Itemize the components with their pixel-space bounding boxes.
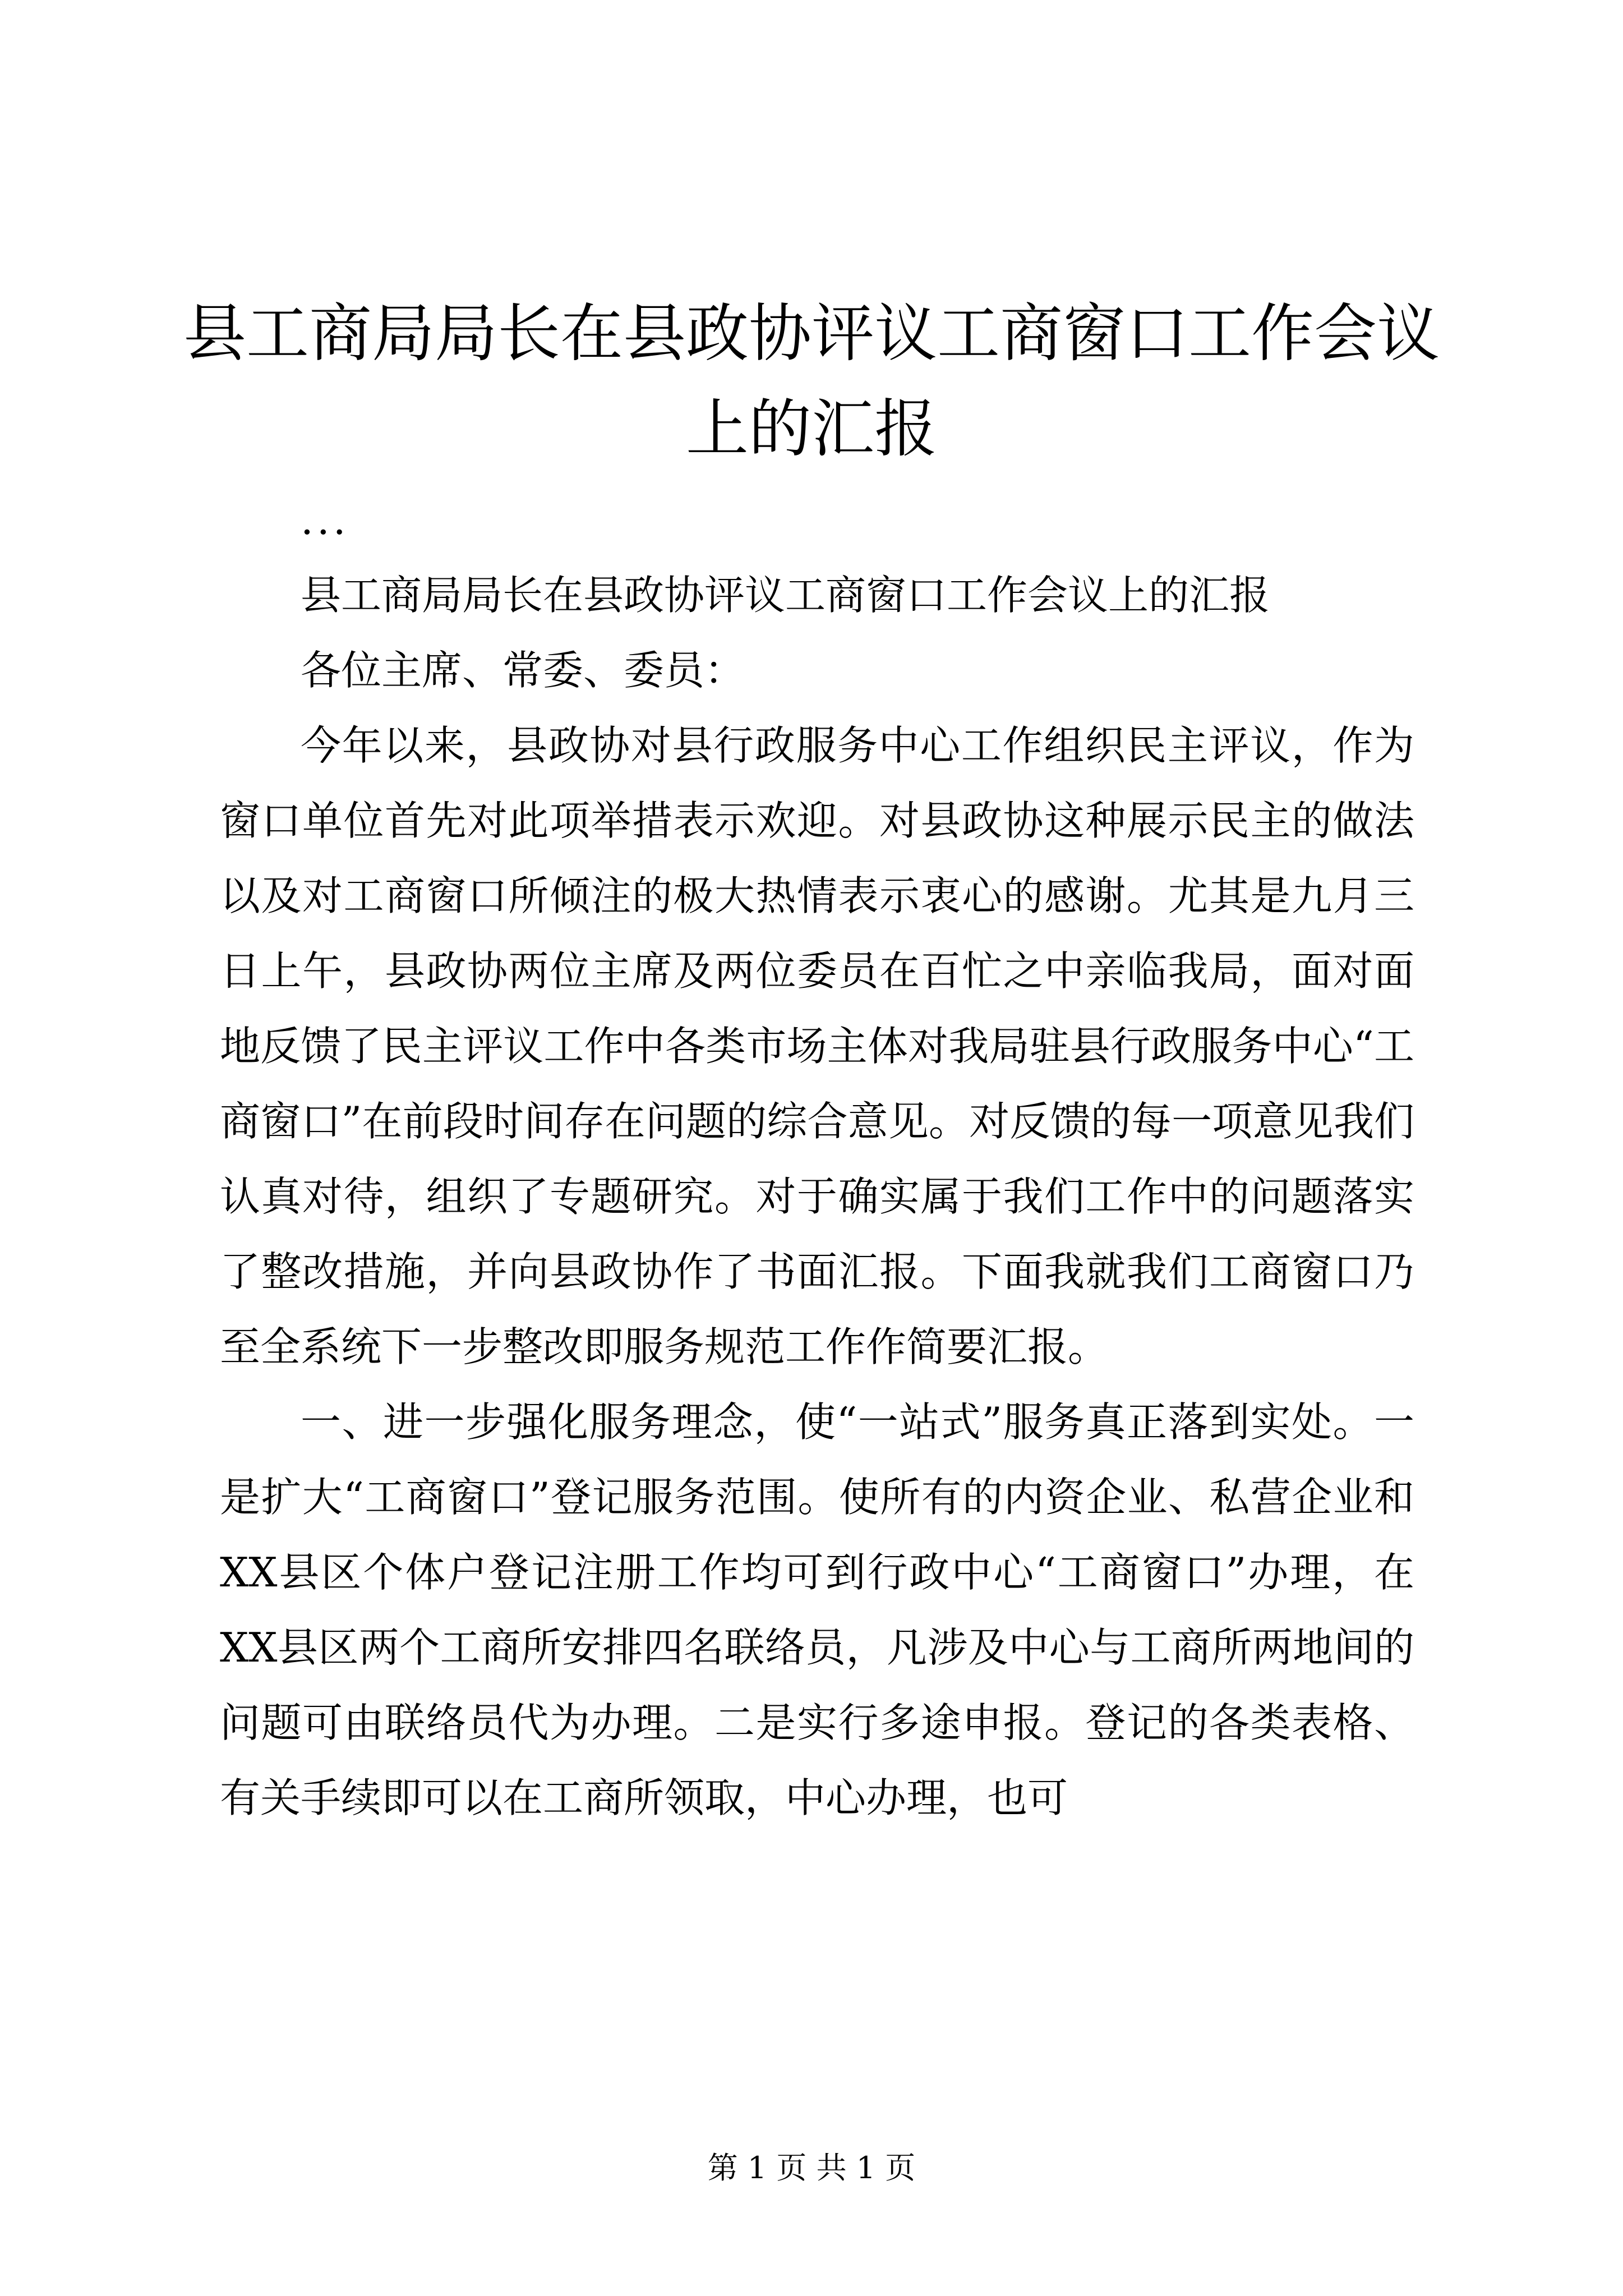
document-title: 县工商局局长在县政协评议工商窗口工作会议上的汇报 <box>183 297 1440 466</box>
document-body <box>220 482 1414 1835</box>
salutation-paragraph: 各位主席、常委、委员： <box>301 647 745 694</box>
body-paragraph: 今年以来，县政协对县行政服务中心工作组织民主评议，作为窗口单位首先对此项举措表示欢迎。对县政协这种展示民主的做法以及对工商窗口所倾注的极大热情表示衷心的感谢。尤其是九月三日上午，县政协两位主席及两位委员在百忙之中亲临我局，面对面地反馈了民主评议工作中各类市场主体对我局驻县行政服务中心“工商窗口”在前段时间存在问题的综合意见。对反馈的每一项意见我们认真对待，组织了专题研究。对于确实属于我们工作中的问题落实了整改措施，并向县政协作了书面汇报。下面我就我们工商窗口乃至全系统下一步整改即服务规范工作作简要汇报。 <box>220 722 1414 1370</box>
page-footer: 第 1 页 共 1 页 <box>707 2150 916 2185</box>
body-paragraph: 一、进一步强化服务理念，使“一站式”服务真正落到实处。一是扩大“工商窗口”登记服务范围。使所有的内资企业、私营企业和XX县区个体户登记注册工作均可到行政中心“工商窗口”办理，在XX县区两个工商所安排四名联络员，凡涉及中心与工商所两地间的问题可由联络员代为办理。二是实行多途申报。登记的各类表格、有关手续即可以在工商所领取，中心办理，也可 <box>220 1398 1414 1821</box>
subtitle-paragraph: 县工商局局长在县政协评议工商窗口工作会议上的汇报 <box>301 572 1270 619</box>
ellipsis-line: ... <box>301 496 349 544</box>
